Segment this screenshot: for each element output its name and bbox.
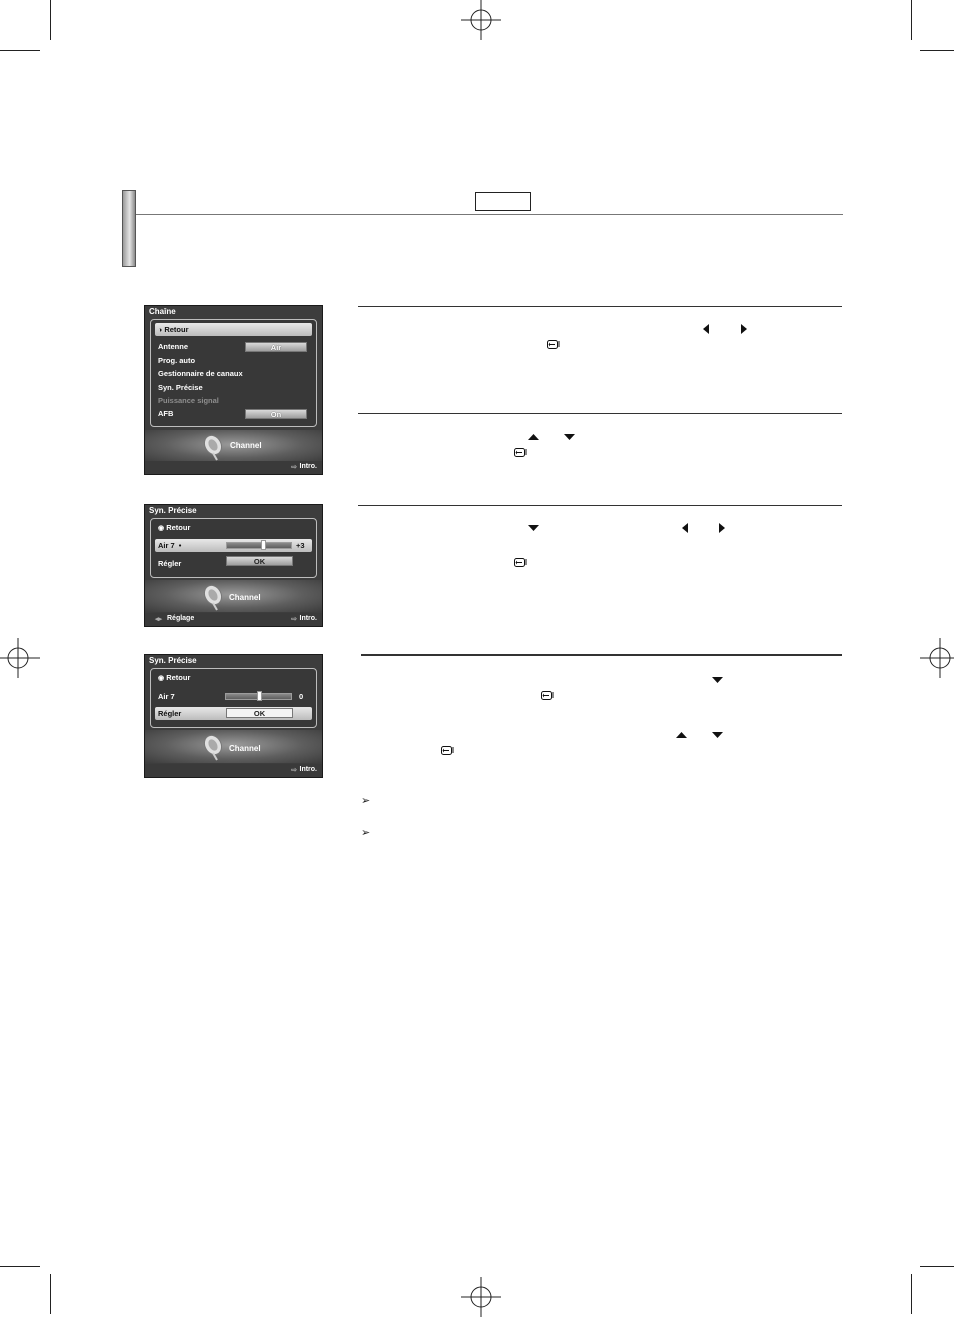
afb-value: On [245, 409, 307, 419]
right-arrow-icon [718, 523, 726, 533]
step-divider [361, 654, 842, 656]
channel-band [145, 730, 322, 763]
antenne-value: Air [245, 342, 307, 352]
ok-button[interactable]: OK [226, 556, 293, 566]
fine-tuned-marker: • [178, 541, 182, 550]
return-icon: ◉ [158, 675, 165, 682]
menu-item-retour[interactable] [155, 671, 312, 684]
satellite-dish-icon [201, 583, 227, 611]
menu-item-retour[interactable] [155, 323, 312, 336]
slider-knob[interactable] [257, 691, 262, 701]
menu-item-label: Retour [166, 673, 191, 682]
menu-item-label: Retour [166, 523, 191, 532]
osd-footer [145, 613, 322, 626]
menu-item-label: Gestionnaire de canaux [158, 369, 243, 378]
crop-mark [911, 0, 912, 40]
osd-menu [150, 518, 317, 578]
enter-icon [441, 746, 454, 756]
osd-panel-syn-precise-save [144, 654, 323, 778]
down-arrow-icon [564, 433, 575, 441]
enter-icon: ⇨ [291, 616, 297, 623]
menu-item-label: Air 7 [158, 541, 175, 550]
footer-intro: Intro. [299, 463, 317, 470]
enter-icon [514, 558, 527, 568]
menu-item-label: Antenne [158, 342, 188, 351]
crop-mark [0, 50, 40, 51]
channel-label: Channel [229, 744, 261, 753]
osd-title: Syn. Précise [149, 656, 197, 665]
fine-tune-value: 0 [299, 692, 304, 701]
menu-item-label: Retour [164, 325, 189, 334]
osd-panel-chaine [144, 305, 323, 475]
menu-item-label: Régler [158, 559, 182, 568]
step-divider [358, 413, 842, 414]
osd-footer [145, 461, 322, 474]
left-arrow-icon [681, 523, 689, 533]
registration-mark-icon [461, 0, 501, 40]
enter-icon: ⇨ [291, 464, 297, 471]
osd-menu [150, 319, 317, 427]
satellite-dish-icon [201, 733, 227, 761]
osd-footer [145, 764, 322, 777]
enter-icon: ⇨ [291, 767, 297, 774]
menu-item-syn-precise[interactable] [155, 381, 312, 394]
registration-mark-icon [461, 1277, 501, 1317]
menu-item-label: Air 7 [158, 692, 175, 701]
enter-icon [547, 340, 560, 350]
left-arrow-icon [702, 324, 710, 334]
note-bullet-icon: ➢ [361, 795, 371, 807]
section-side-bar [122, 190, 136, 267]
crop-mark [920, 1266, 954, 1267]
osd-menu [150, 668, 317, 728]
channel-label: Channel [230, 441, 262, 450]
header-rule [136, 214, 843, 215]
return-icon: ◉ [158, 525, 165, 532]
crop-mark [911, 1274, 912, 1314]
channel-label: Channel [229, 593, 261, 602]
slider-knob[interactable] [261, 540, 266, 550]
step-divider [358, 306, 842, 307]
fine-tune-value: +3 [296, 541, 305, 550]
crop-mark [50, 0, 51, 40]
note-bullet-icon: ➢ [361, 827, 371, 839]
crop-mark [920, 50, 954, 51]
right-arrow-icon [740, 324, 748, 334]
down-arrow-icon [528, 524, 539, 532]
enter-icon [541, 691, 554, 701]
down-arrow-icon [712, 731, 723, 739]
ok-button[interactable]: OK [226, 708, 293, 718]
fine-tune-slider[interactable] [226, 542, 292, 549]
registration-mark-icon [920, 638, 954, 678]
header-box [475, 192, 531, 211]
step-divider [358, 505, 842, 506]
osd-title: Syn. Précise [149, 506, 197, 515]
footer-reglage: Réglage [167, 615, 195, 622]
menu-item-label: Régler [158, 709, 182, 718]
up-arrow-icon [676, 731, 687, 739]
channel-band [145, 580, 322, 612]
menu-item-label: Syn. Précise [158, 383, 203, 392]
menu-item-prog-auto[interactable] [155, 354, 312, 367]
channel-band [145, 430, 322, 462]
down-arrow-icon [712, 676, 723, 684]
menu-item-label: Puissance signal [158, 396, 219, 405]
up-arrow-icon [528, 433, 539, 441]
menu-item-label: Prog. auto [158, 356, 196, 365]
menu-item-gestionnaire[interactable] [155, 367, 312, 380]
enter-icon [514, 448, 527, 458]
crop-mark [50, 1274, 51, 1314]
menu-item-label: AFB [158, 409, 174, 418]
osd-panel-syn-precise-adjust [144, 504, 323, 627]
menu-item-puissance [155, 394, 312, 407]
satellite-dish-icon [201, 433, 227, 461]
left-right-icon: ◂▸ [155, 616, 163, 623]
registration-mark-icon [0, 638, 40, 678]
footer-intro: Intro. [299, 615, 317, 622]
footer-intro: Intro. [299, 766, 317, 773]
crop-mark [0, 1266, 40, 1267]
osd-title: Chaîne [149, 307, 176, 316]
return-icon: ◑ [158, 327, 163, 334]
menu-item-retour[interactable] [155, 521, 312, 534]
